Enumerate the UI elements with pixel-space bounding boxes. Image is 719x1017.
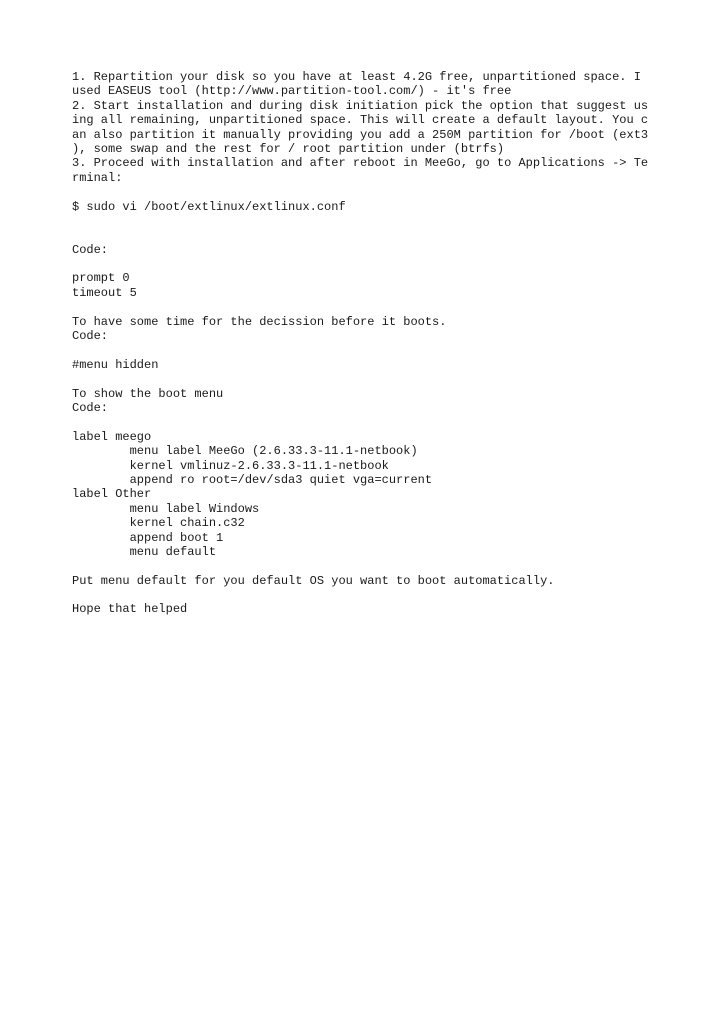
- text-line: rminal:: [72, 170, 123, 185]
- text-line: an also partition it manually providing you add a 250M partition for /boot (ext3: [72, 127, 649, 142]
- text-line: To have some time for the decission before it boots.: [72, 314, 447, 329]
- text-line: Put menu default for you default OS you want to boot automatically.: [72, 573, 555, 588]
- code-label: Code:: [72, 329, 109, 344]
- text-line: 3. Proceed with installation and after reboot in MeeGo, go to Applications -> Te: [72, 156, 649, 171]
- code-line: prompt 0: [72, 271, 130, 286]
- text-line: 2. Start installation and during disk initiation pick the option that suggest us: [72, 98, 649, 113]
- blank-line: [72, 559, 652, 573]
- text-line: used EASEUS tool (http://www.partition-tool.com/) - it's free: [72, 84, 512, 99]
- text-line: ing all remaining, unpartitioned space. This will create a default layout. You c: [72, 113, 649, 128]
- code-label: Code:: [72, 242, 109, 257]
- code-line: append ro root=/dev/sda3 quiet vga=current: [72, 472, 433, 487]
- code-line: label Other: [72, 487, 152, 502]
- text-line: ), some swap and the rest for / root partition under (btrfs): [72, 141, 505, 156]
- blank-line: [72, 257, 652, 271]
- document-page: [72, 70, 652, 617]
- blank-line: [72, 300, 652, 314]
- command-line: $ sudo vi /boot/extlinux/extlinux.conf: [72, 199, 346, 214]
- blank-line: [72, 214, 652, 228]
- blank-line: [72, 228, 652, 242]
- code-line: menu label Windows: [72, 501, 260, 516]
- blank-line: [72, 415, 652, 429]
- code-line: timeout 5: [72, 285, 137, 300]
- blank-line: [72, 185, 652, 199]
- text-line: 1. Repartition your disk so you have at least 4.2G free, unpartitioned space. I: [72, 70, 641, 84]
- code-line: #menu hidden: [72, 357, 159, 372]
- code-label: Code:: [72, 400, 109, 415]
- code-line: kernel chain.c32: [72, 516, 245, 531]
- code-line: append boot 1: [72, 530, 224, 545]
- code-line: menu default: [72, 544, 217, 559]
- text-line: To show the boot menu: [72, 386, 224, 401]
- text-line: Hope that helped: [72, 602, 188, 617]
- blank-line: [72, 588, 652, 602]
- blank-line: [72, 343, 652, 357]
- blank-line: [72, 372, 652, 386]
- code-line: menu label MeeGo (2.6.33.3-11.1-netbook): [72, 444, 418, 459]
- code-line: label meego: [72, 429, 152, 444]
- code-line: kernel vmlinuz-2.6.33.3-11.1-netbook: [72, 458, 389, 473]
